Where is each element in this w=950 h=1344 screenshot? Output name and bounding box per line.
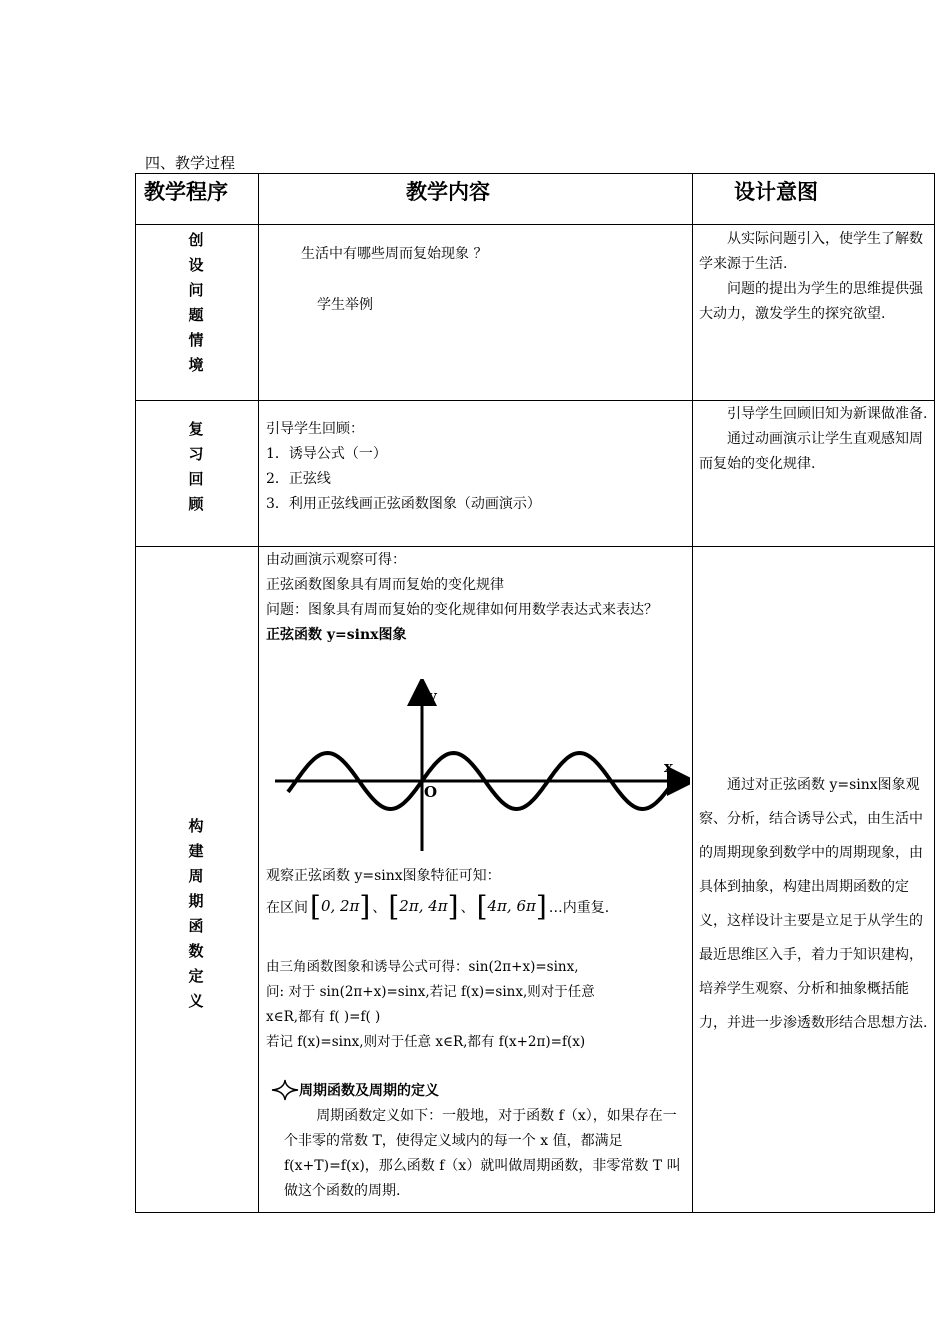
formula-lines: 由三角函数图象和诱导公式可得：sin(2π+x)=sinx, 问: 对于 sin(2π+x)=sinx,若记 f(x)=sinx,则对于任意 x∈R,都有 f( )=f( ) 若记 f(x)=sinx,则对于任意 x∈R,都有 f(x+2π)=f(x): [266, 959, 595, 1050]
observe-line: 观察正弦函数 y=sinx图象特征可知：: [266, 868, 501, 884]
list-item: 3．利用正弦线画正弦函数图象（动画演示）: [266, 496, 541, 512]
definition-text: 周期函数定义如下：一般地，对于函数 f（x），如果存在一个非零的常数 T，使得定义域内的每一个 x 值，都满足 f(x+T)=f(x)，那么函数 f（x）就叫做周期函数，非零常数 T 叫做这个函数的周期.: [284, 1108, 681, 1199]
intent-text: 通过对正弦函数 y=sinx图象观察、分析，结合诱导公式，由生活中的周期现象到数学中的周期现象，由具体到抽象，构建出周期函数的定义，这样设计主要是立足于从学生的最近思维区入手，着力于知识建构，培养学生观察、分析和抽象概括能力，并进一步渗透数形结合思想方法.: [699, 777, 928, 1031]
graph-title: 正弦函数 y=sinx图象: [266, 627, 407, 643]
header-content: 教学内容: [406, 179, 490, 204]
content-student-examples: 学生举例: [317, 297, 373, 313]
teaching-process-table: [135, 173, 935, 1213]
stage-label: 复 习 回 顾: [188, 420, 204, 513]
column-divider: [692, 174, 693, 1212]
list-item: 1．诱导公式（一）: [266, 446, 387, 462]
definition-title: 周期函数及周期的定义: [271, 1079, 439, 1101]
origin-label: O: [424, 783, 438, 801]
four-point-star-icon: [271, 1079, 299, 1101]
stage-label: 创 设 问 题 情 境: [188, 231, 204, 374]
x-axis-label: x: [664, 758, 673, 776]
observation-text: 由动画演示观察可得： 正弦函数图象具有周而复始的变化规律 问题：图象具有周而复始的变化规律如何用数学表达式来表达？ 正弦函数 y=sinx图象: [266, 548, 686, 648]
row-divider: [136, 546, 934, 547]
row-divider: [136, 224, 934, 225]
column-divider: [258, 174, 259, 1212]
review-list: 引导学生回顾： 1．诱导公式（一） 2．正弦线 3．利用正弦线画正弦函数图象（动画演示）: [266, 417, 541, 517]
sine-graph: [270, 679, 690, 859]
content-question: 生活中有哪些周而复始现象 ？: [301, 246, 488, 262]
intent-text: 从实际问题引入，使学生了解数学来源于生活. 问题的提出为学生的思维提供强大动力，激发学生的探究欲望.: [699, 231, 923, 322]
interval-row: 在区间 [0, 2π] 、 [2π, 4π] 、 [4π, 6π] …内重复.: [266, 890, 610, 923]
section-title: 四、教学过程: [145, 154, 236, 172]
stage-label: 构 建 周 期 函 数 定 义: [188, 817, 204, 1010]
header-procedure: 教学程序: [144, 179, 228, 204]
intent-text: 引导学生回顾旧知为新课做准备. 通过动画演示让学生直观感知周而复始的变化规律.: [699, 406, 928, 472]
y-axis-label: y: [428, 687, 437, 705]
list-item: 2．正弦线: [266, 471, 331, 487]
header-intent: 设计意图: [734, 179, 818, 204]
row-divider: [136, 400, 934, 401]
